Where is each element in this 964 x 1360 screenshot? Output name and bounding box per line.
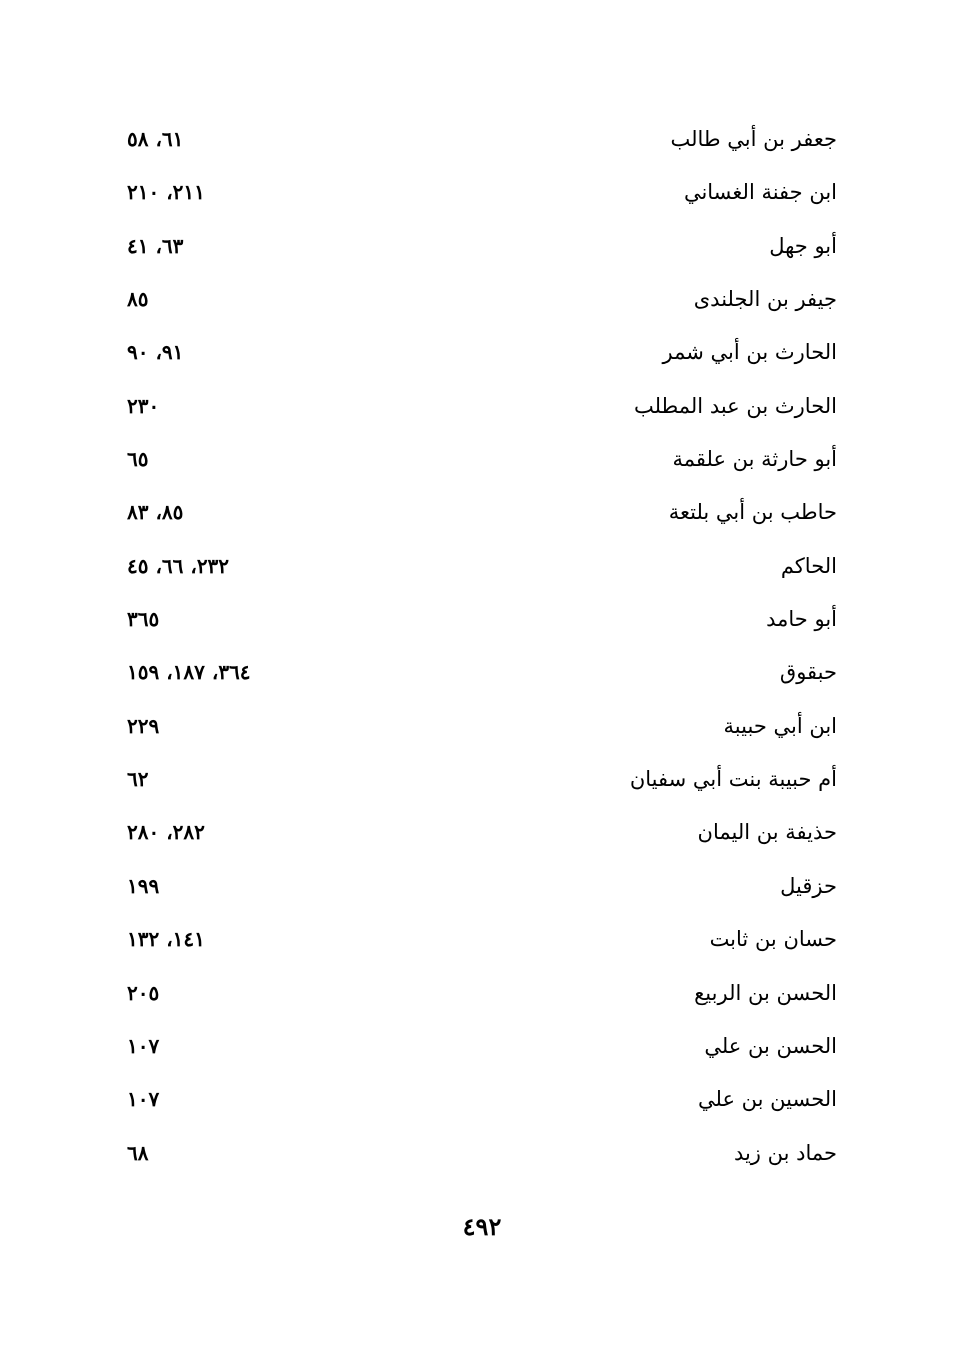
entry-pages: ٣٦٥ (127, 607, 160, 632)
entry-name: جيفر بن الجلندى (693, 287, 837, 312)
index-entry (0, 112, 964, 165)
entry-pages: ٦١، ٥٨ (127, 127, 184, 151)
entry-name: الحسين بن علي (697, 1087, 837, 1112)
index-entry (0, 966, 964, 1019)
index-entry (0, 752, 964, 805)
entry-pages: ١٩٩ (127, 873, 160, 898)
entry-name: حسان بن ثابت (709, 927, 837, 952)
entry-pages: ٦٣، ٤١ (127, 233, 184, 258)
entry-name: حذيفة بن اليمان (697, 820, 837, 845)
entry-pages: ٦٢ (127, 767, 149, 792)
entry-pages: ٣٦٤، ١٨٧، ١٥٩ (127, 660, 251, 685)
entry-name: الحارث بن أبي شمر (662, 340, 837, 365)
entry-pages: ١٠٧ (127, 1087, 160, 1112)
page-number: ٤٩٢ (462, 1212, 502, 1241)
entry-pages: ٢١١، ٢١٠ (127, 180, 205, 205)
index-entry (0, 539, 964, 592)
entry-name: حبقوق (779, 660, 837, 685)
index-list (0, 112, 964, 1179)
index-entry (0, 485, 964, 538)
entry-name: أبو حارثة بن علقمة (672, 447, 837, 472)
entry-name: ابن أبي حبيبة (723, 713, 837, 738)
index-entry (0, 432, 964, 485)
entry-name: الحسن بن علي (704, 1033, 837, 1058)
index-entry (0, 912, 964, 965)
entry-name: ابن جفنة الغساني (683, 180, 837, 205)
index-entry (0, 1126, 964, 1179)
entry-name: الحاكم (780, 553, 837, 578)
entry-pages: ٢٣٢، ٦٦، ٤٥ (127, 553, 230, 578)
entry-pages: ٢٠٥ (127, 980, 160, 1005)
entry-pages: ٨٥، ٨٣ (127, 500, 184, 525)
entry-pages: ٦٨ (127, 1140, 149, 1165)
entry-name: أبو جهل (769, 233, 837, 258)
index-entry (0, 272, 964, 325)
index-entry (0, 1072, 964, 1125)
index-entry (0, 219, 964, 272)
index-entry (0, 379, 964, 432)
entry-pages: ١٤١، ١٣٢ (127, 927, 205, 952)
index-entry (0, 645, 964, 698)
entry-pages: ٢٨٢، ٢٨٠ (127, 820, 205, 845)
entry-pages: ٢٣٠ (127, 393, 160, 418)
entry-name: الحسن بن الربيع (694, 980, 837, 1005)
index-entry (0, 325, 964, 378)
entry-name: حاطب بن أبي بلتعة (668, 500, 837, 525)
index-entry (0, 1019, 964, 1072)
entry-name: الحارث بن عبد المطلب (633, 393, 837, 418)
entry-name: جعفر بن أبي طالب (670, 127, 837, 151)
index-entry (0, 859, 964, 912)
entry-name: حماد بن زيد (733, 1140, 837, 1165)
entry-name: حزقيل (780, 873, 837, 898)
entry-name: أبو حامد (766, 607, 837, 632)
entry-pages: ١٠٧ (127, 1033, 160, 1058)
index-entry (0, 165, 964, 218)
entry-pages: ٨٥ (127, 287, 149, 312)
index-entry (0, 699, 964, 752)
index-entry (0, 805, 964, 858)
entry-name: أم حبيبة بنت أبي سفيان (629, 767, 837, 792)
entry-pages: ٩١، ٩٠ (127, 340, 184, 365)
entry-pages: ٢٢٩ (127, 713, 160, 738)
index-entry (0, 592, 964, 645)
entry-pages: ٦٥ (127, 447, 149, 472)
